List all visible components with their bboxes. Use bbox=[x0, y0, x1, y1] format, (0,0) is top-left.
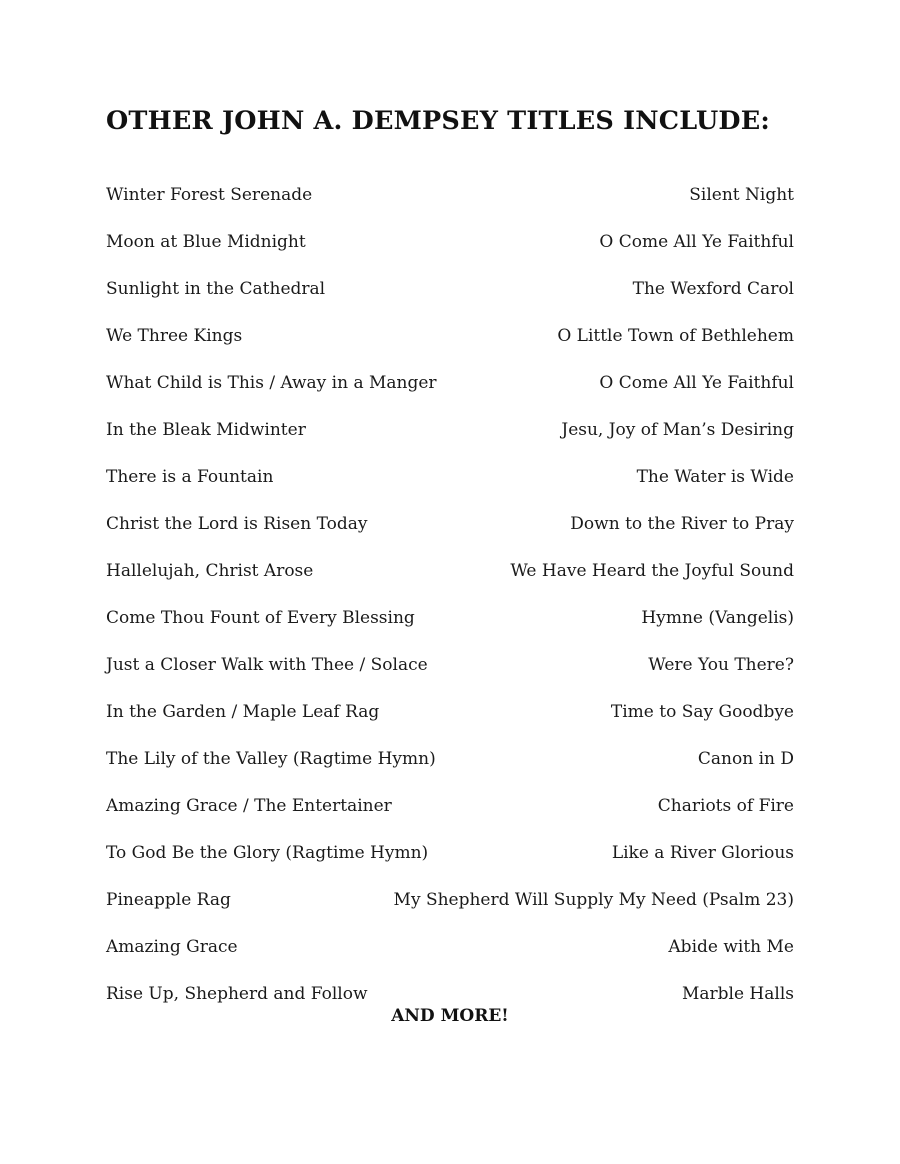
title-list bbox=[106, 181, 794, 1027]
right-title: Hymne (Vangelis) bbox=[641, 608, 794, 628]
title-row bbox=[106, 604, 794, 651]
left-title: Amazing Grace / The Entertainer bbox=[106, 796, 392, 816]
right-title: Abide with Me bbox=[668, 937, 794, 957]
right-title: Silent Night bbox=[689, 185, 794, 205]
right-title: Like a River Glorious bbox=[611, 843, 794, 863]
right-title: O Little Town of Bethlehem bbox=[557, 326, 794, 346]
title-row bbox=[106, 651, 794, 698]
right-title: The Wexford Carol bbox=[632, 279, 794, 299]
left-title: Moon at Blue Midnight bbox=[106, 232, 306, 252]
left-title: What Child is This / Away in a Manger bbox=[106, 373, 437, 393]
title-row bbox=[106, 322, 794, 369]
right-title: We Have Heard the Joyful Sound bbox=[510, 561, 794, 581]
title-row bbox=[106, 181, 794, 228]
title-row bbox=[106, 510, 794, 557]
left-title: The Lily of the Valley (Ragtime Hymn) bbox=[106, 749, 436, 769]
right-title: Were You There? bbox=[648, 655, 794, 675]
title-row bbox=[106, 557, 794, 604]
right-title: O Come All Ye Faithful bbox=[599, 232, 794, 252]
title-row bbox=[106, 839, 794, 886]
right-title: The Water is Wide bbox=[636, 467, 794, 487]
left-title: We Three Kings bbox=[106, 326, 243, 346]
left-title: Come Thou Fount of Every Blessing bbox=[106, 608, 415, 628]
title-row bbox=[106, 792, 794, 839]
right-title: My Shepherd Will Supply My Need (Psalm 23) bbox=[393, 890, 794, 910]
title-row bbox=[106, 698, 794, 745]
right-title: Down to the River to Pray bbox=[570, 514, 794, 534]
title-row bbox=[106, 228, 794, 275]
left-title: Rise Up, Shepherd and Follow bbox=[106, 984, 368, 1004]
left-title: Winter Forest Serenade bbox=[106, 185, 313, 205]
left-title: Sunlight in the Cathedral bbox=[106, 279, 326, 299]
left-title: There is a Fountain bbox=[106, 467, 274, 487]
left-title: Just a Closer Walk with Thee / Solace bbox=[106, 655, 428, 675]
left-title: Pineapple Rag bbox=[106, 890, 231, 910]
title-row bbox=[106, 745, 794, 792]
left-title: In the Garden / Maple Leaf Rag bbox=[106, 702, 380, 722]
right-title: O Come All Ye Faithful bbox=[599, 373, 794, 393]
left-title: Amazing Grace bbox=[106, 937, 238, 957]
title-row bbox=[106, 933, 794, 980]
right-title: Chariots of Fire bbox=[657, 796, 794, 816]
and-more-footer: AND MORE! bbox=[391, 1006, 509, 1026]
title-row bbox=[106, 369, 794, 416]
right-title: Marble Halls bbox=[681, 984, 794, 1004]
title-row bbox=[106, 463, 794, 510]
right-title: Time to Say Goodbye bbox=[610, 702, 794, 722]
right-title: Jesu, Joy of Man’s Desiring bbox=[561, 420, 794, 440]
left-title: Hallelujah, Christ Arose bbox=[106, 561, 314, 581]
right-title: Canon in D bbox=[697, 749, 794, 769]
left-title: In the Bleak Midwinter bbox=[106, 420, 306, 440]
title-row bbox=[106, 416, 794, 463]
title-row bbox=[106, 275, 794, 322]
left-title: Christ the Lord is Risen Today bbox=[106, 514, 368, 534]
title-row bbox=[106, 886, 794, 933]
left-title: To God Be the Glory (Ragtime Hymn) bbox=[106, 843, 429, 863]
page-title: OTHER JOHN A. DEMPSEY TITLES INCLUDE: bbox=[106, 106, 770, 136]
